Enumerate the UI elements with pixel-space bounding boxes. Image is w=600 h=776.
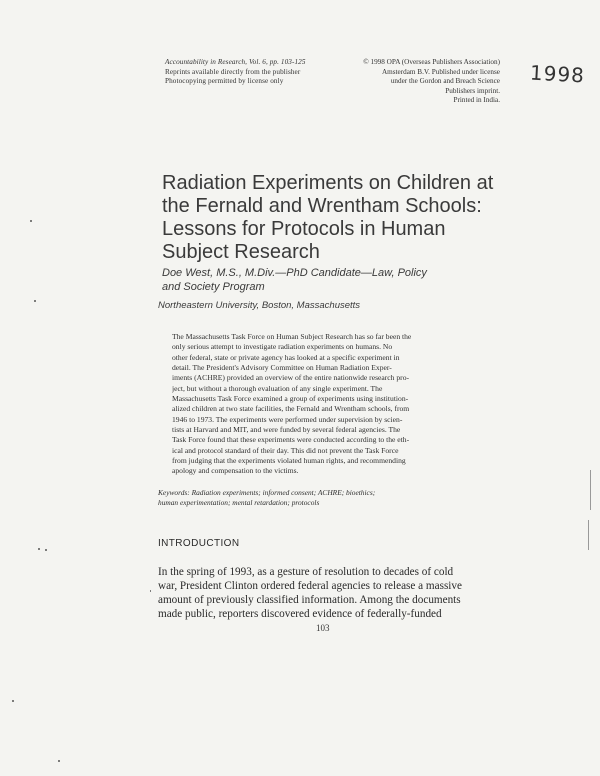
- copyright-line: © 1998 OPA (Overseas Publishers Association): [363, 58, 500, 66]
- citation-line: Accountability in Research, Vol. 6, pp. 103-125: [165, 58, 306, 66]
- abstract-line: apology and compensation to the victims.: [172, 466, 299, 476]
- scan-speck: [588, 520, 589, 550]
- copyright-line: Printed in India.: [453, 96, 500, 105]
- title-line: Radiation Experiments on Children at: [162, 172, 494, 194]
- page-number: 103: [316, 623, 330, 633]
- keywords-line: Keywords: Radiation experiments; informed consent; ACHRE; bioethics;: [158, 488, 376, 497]
- keywords: [158, 488, 518, 508]
- abstract-line: only serious attempt to investigate radiation experiments on humans. No: [172, 342, 393, 352]
- scan-speck: [38, 548, 40, 550]
- body-line: amount of previously classified information. Among the documents: [158, 594, 461, 606]
- body-line: made public, reporters discovered evidence of federally-funded: [158, 608, 442, 620]
- abstract-line: Massachusetts Task Force examined a group of experiments using institution-: [172, 394, 409, 404]
- copyright-line: under the Gordon and Breach Science: [390, 77, 500, 86]
- scan-speck: [150, 590, 151, 592]
- copyright-line: Amsterdam B.V. Published under license: [381, 67, 500, 76]
- abstract-line: ject, but without a thorough evaluation of any single experiment. The: [172, 383, 383, 393]
- section-heading: INTRODUCTION: [158, 538, 240, 549]
- author-line: and Society Program: [162, 281, 265, 293]
- abstract-line: ical and protocol standard of their day. This did not prevent the Task Force: [172, 445, 399, 455]
- author-affiliation: Northeastern University, Boston, Massachusetts: [158, 300, 361, 311]
- body-line: war, President Clinton ordered federal agencies to release a massive: [158, 580, 462, 592]
- article-title: [162, 172, 522, 264]
- scan-speck: [30, 220, 32, 222]
- journal-citation: [165, 58, 340, 87]
- abstract-line: 1946 to 1973. The experiments were performed under supervision by scien-: [172, 414, 403, 424]
- scan-speck: [590, 470, 591, 510]
- copyright-notice: [340, 58, 500, 106]
- handwritten-year: 1998: [529, 60, 586, 88]
- abstract-line: from judging that the experiments violated human rights, and recommending: [172, 456, 406, 466]
- keywords-line: human experimentation; mental retardation; protocols: [158, 498, 320, 507]
- citation-line: Photocopying permitted by license only: [165, 77, 284, 86]
- copyright-line: Publishers imprint.: [445, 86, 500, 95]
- scan-speck: [12, 700, 14, 702]
- body-line: In the spring of 1993, as a gesture of resolution to decades of cold: [158, 566, 454, 578]
- abstract-line: alized children at two state facilities, the Fernald and Wrentham schools, from: [172, 404, 410, 414]
- abstract-line: tists at Harvard and MIT, and were funded by several federal agencies. The: [172, 425, 401, 435]
- title-line: Subject Research: [162, 241, 320, 263]
- abstract-line: iments (ACHRE) provided an overview of the entire nationwide research pro-: [172, 373, 410, 383]
- scan-speck: [45, 549, 47, 551]
- author-byline: [162, 266, 522, 294]
- title-line: the Fernald and Wrentham Schools:: [162, 195, 482, 217]
- abstract-line: other federal, state or private agency has looked at a specific experiment in: [172, 352, 400, 362]
- title-line: Lessons for Protocols in Human: [162, 218, 446, 240]
- abstract-line: The Massachusetts Task Force on Human Subject Research has so far been the: [172, 332, 412, 341]
- author-line: Doe West, M.S., M.Div.—PhD Candidate—Law, Policy: [162, 267, 427, 279]
- scan-speck: [34, 300, 36, 302]
- scan-speck: [58, 760, 60, 762]
- citation-line: Reprints available directly from the publisher: [165, 67, 301, 76]
- abstract: [172, 332, 512, 477]
- abstract-line: detail. The President's Advisory Committee on Human Radiation Exper-: [172, 363, 392, 373]
- body-paragraph: [158, 565, 518, 621]
- abstract-line: Task Force found that these experiments were conducted according to the eth-: [172, 435, 410, 445]
